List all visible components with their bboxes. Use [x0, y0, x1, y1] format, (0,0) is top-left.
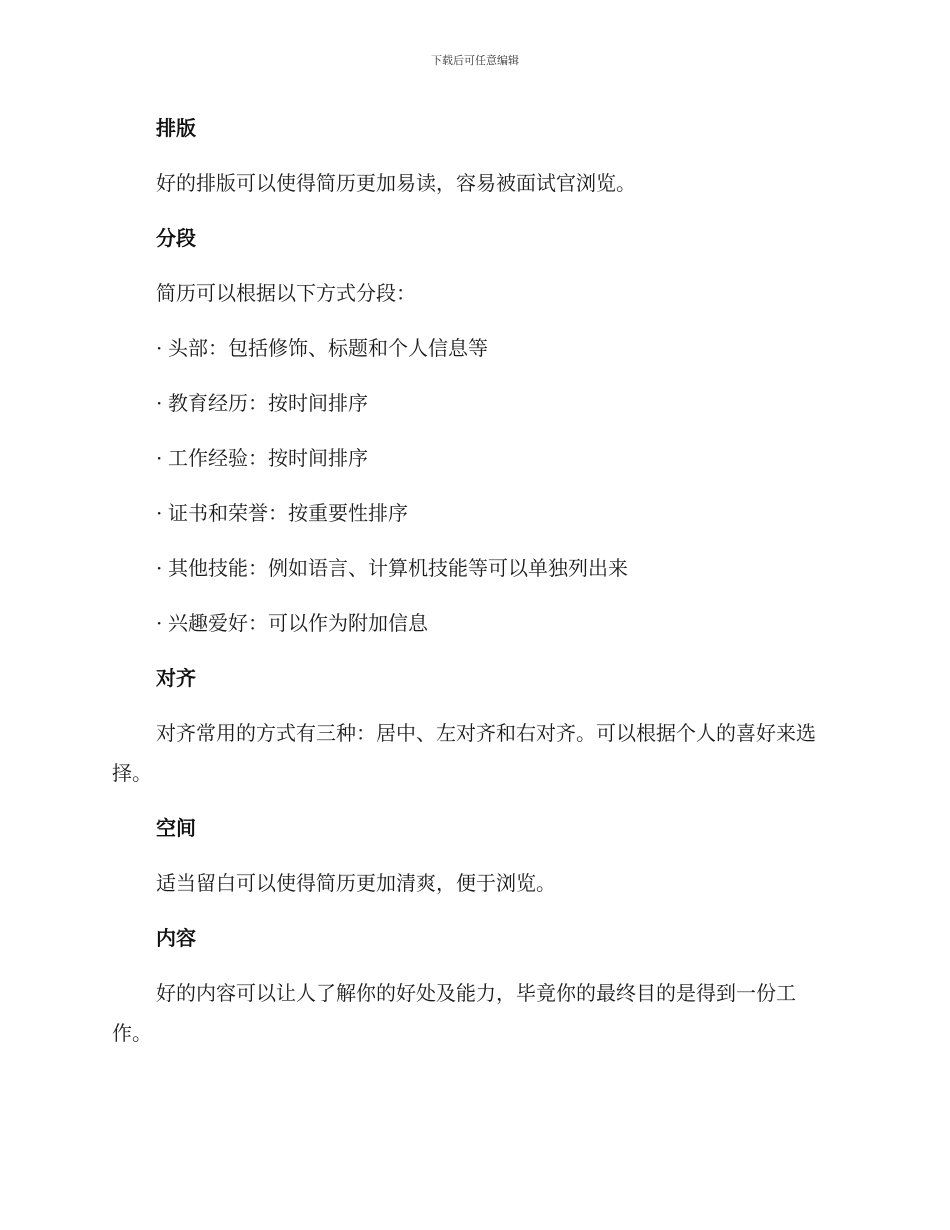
list-item-text: 其他技能：例如语言、计算机技能等可以单独列出来	[168, 556, 628, 580]
list-item-text: 兴趣爱好：可以作为附加信息	[168, 611, 428, 635]
section-text-alignment: 对齐常用的方式有三种：居中、左对齐和右对齐。可以根据个人的喜好来选择。	[112, 721, 816, 785]
list-item-text: 工作经验：按时间排序	[168, 446, 368, 470]
list-item	[112, 383, 832, 423]
section-heading-content: 内容	[156, 926, 196, 950]
list-item	[112, 328, 832, 368]
section-text-layout: 好的排版可以使得简历更加易读，容易被面试官浏览。	[156, 171, 636, 195]
bullet-icon: ·	[156, 556, 163, 580]
bullet-icon: ·	[156, 336, 163, 360]
bullet-icon: ·	[156, 611, 163, 635]
section-intro-paragraphing: 简历可以根据以下方式分段：	[156, 281, 416, 305]
list-item-text: 头部：包括修饰、标题和个人信息等	[168, 336, 488, 360]
page-header-note: 下载后可任意编辑	[431, 54, 519, 67]
bullet-icon: ·	[156, 446, 163, 470]
list-item	[112, 438, 832, 478]
document-body	[112, 108, 832, 1053]
list-item	[112, 603, 832, 643]
section-heading-space: 空间	[156, 816, 196, 840]
list-item	[112, 548, 832, 588]
section-heading-layout: 排版	[156, 116, 196, 140]
bullet-icon: ·	[156, 391, 163, 415]
section-heading-paragraphing: 分段	[156, 226, 196, 250]
list-item-text: 证书和荣誉：按重要性排序	[168, 501, 408, 525]
section-heading-alignment: 对齐	[156, 666, 196, 690]
bullet-icon: ·	[156, 501, 163, 525]
list-item-text: 教育经历：按时间排序	[168, 391, 368, 415]
section-text-space: 适当留白可以使得简历更加清爽，便于浏览。	[156, 871, 556, 895]
section-text-content: 好的内容可以让人了解你的好处及能力，毕竟你的最终目的是得到一份工作。	[112, 981, 796, 1045]
list-item	[112, 493, 832, 533]
